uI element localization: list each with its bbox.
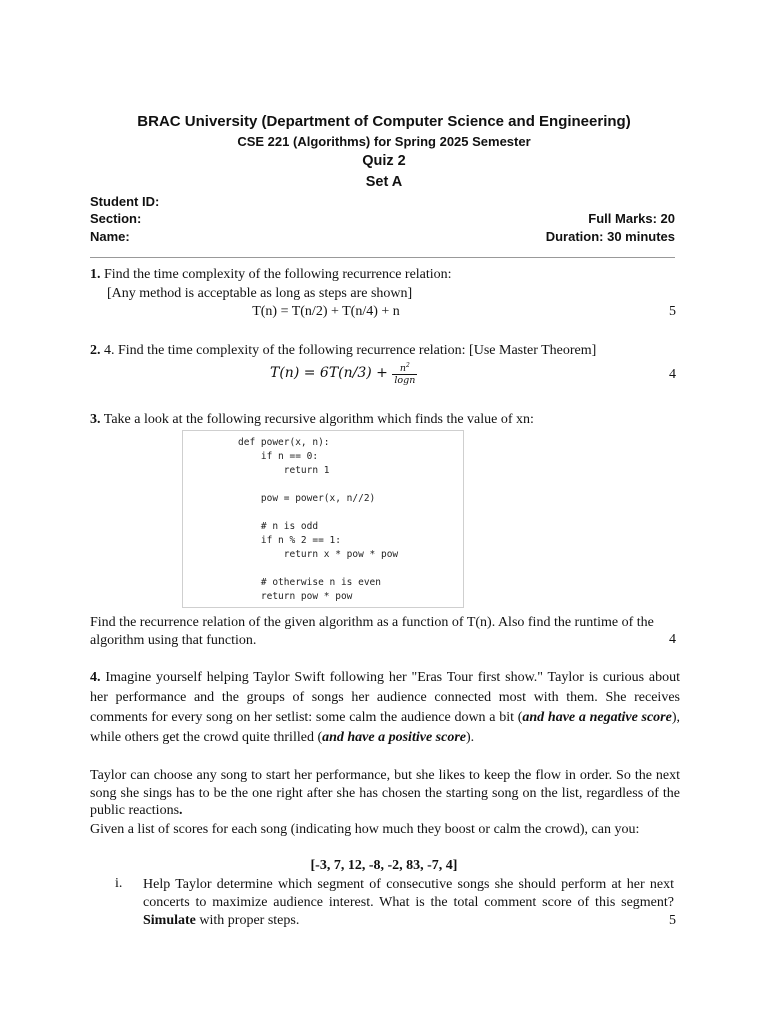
university-title: BRAC University (Department of Computer Science and Engineering) bbox=[137, 113, 631, 130]
q4-p1-emphasis-positive: and have a positive score bbox=[322, 730, 466, 745]
q4-number: 4. bbox=[90, 670, 101, 685]
q3-text bbox=[90, 411, 534, 428]
code-snippet bbox=[182, 430, 464, 608]
q4-paragraph-2 bbox=[90, 767, 680, 820]
q4-p1-text-2: ), while others get the crowd quite thrilled ( bbox=[90, 710, 680, 745]
student-id-label: Student ID: bbox=[90, 194, 160, 209]
q2-number: 2. bbox=[90, 343, 101, 358]
score-list: [-3, 7, 12, -8, -2, 83, -7, 4] bbox=[310, 858, 458, 873]
full-marks: Full Marks: 20 bbox=[588, 211, 675, 226]
q1-number: 1. bbox=[90, 267, 101, 282]
section-label: Section: bbox=[90, 211, 142, 226]
q2-eq-left: T(n) = 6T(n/3) + bbox=[270, 365, 388, 382]
q2-fraction bbox=[392, 360, 417, 386]
q1-marks: 5 bbox=[669, 304, 676, 319]
set-title: Set A bbox=[365, 174, 403, 190]
q2-eq-exp: 2 bbox=[405, 362, 410, 369]
q3-followup-2: algorithm using that function. bbox=[90, 633, 257, 648]
code-line: return 1 bbox=[238, 465, 330, 476]
q3-prompt: Take a look at the following recursive algorithm which finds the value of xn: bbox=[103, 412, 534, 427]
q4-marks: 5 bbox=[669, 913, 676, 928]
q4-sub-text-2: with proper steps. bbox=[199, 913, 300, 928]
code-line: return pow * pow bbox=[238, 591, 353, 602]
q2-eq-num: n bbox=[399, 363, 406, 375]
q2-equation bbox=[270, 360, 417, 386]
q4-sub-question bbox=[143, 876, 674, 930]
q4-p1-text-3: ). bbox=[465, 730, 475, 745]
code-line: # n is odd bbox=[238, 521, 319, 532]
code-line: if n % 2 == 1: bbox=[238, 535, 341, 546]
q4-paragraph-1 bbox=[90, 668, 680, 748]
q2-eq-den: logn bbox=[394, 375, 416, 387]
q3-followup-1: Find the recurrence relation of the given algorithm as a function of T(n). Also find the runtime of the bbox=[90, 615, 654, 630]
code-line: # otherwise n is even bbox=[238, 577, 381, 588]
code-line: if n == 0: bbox=[238, 451, 319, 462]
code-line: pow = power(x, n//2) bbox=[238, 493, 376, 504]
q4-p1-emphasis-negative: and have a negative score bbox=[522, 710, 672, 725]
name-label: Name: bbox=[90, 229, 130, 244]
q1-equation: T(n) = T(n/2) + T(n/4) + n bbox=[252, 304, 400, 319]
course-title: CSE 221 (Algorithms) for Spring 2025 Semester bbox=[237, 134, 531, 149]
q3-marks: 4 bbox=[669, 632, 676, 647]
q2-text bbox=[90, 342, 596, 359]
q3-number: 3. bbox=[90, 412, 101, 427]
q4-sub-text: Help Taylor determine which segment of consecutive songs she should perform at her next concerts to maximize audience interest. What is the total comment score of this segment? bbox=[143, 877, 674, 910]
q1-prompt: Find the time complexity of the following recurrence relation: bbox=[104, 267, 452, 282]
duration: Duration: 30 minutes bbox=[545, 229, 675, 244]
q4-sub-simulate: Simulate bbox=[143, 913, 196, 928]
header-divider bbox=[90, 257, 675, 258]
q4-p1-text: Imagine yourself helping Taylor Swift following her "Eras Tour first show." Taylor is curious about her performance and the groups of songs her audience connected most with them. She receives comments for every song on her setlist: some calm the audience down a bit ( bbox=[90, 670, 681, 725]
q4-paragraph-3: Given a list of scores for each song (indicating how much they boost or calm the crowd), can you: bbox=[90, 822, 640, 837]
quiz-title: Quiz 2 bbox=[362, 153, 406, 169]
q1-note: [Any method is acceptable as long as steps are shown] bbox=[107, 286, 413, 301]
q4-sub-number: i. bbox=[115, 876, 123, 891]
code-line: return x * pow * pow bbox=[238, 549, 399, 560]
q2-prompt: 4. Find the time complexity of the following recurrence relation: [Use Master Theorem] bbox=[104, 343, 597, 358]
q1-text bbox=[90, 266, 452, 283]
q2-marks: 4 bbox=[669, 367, 676, 382]
q4-p2-text: Taylor can choose any song to start her performance, but she likes to keep the flow in order. So the next song she sings has to be the one right after she has chosen the starting song on the list, regardless of the public reactions bbox=[90, 768, 680, 818]
q4-p2-period: . bbox=[179, 803, 183, 818]
code-line: def power(x, n): bbox=[238, 437, 330, 448]
